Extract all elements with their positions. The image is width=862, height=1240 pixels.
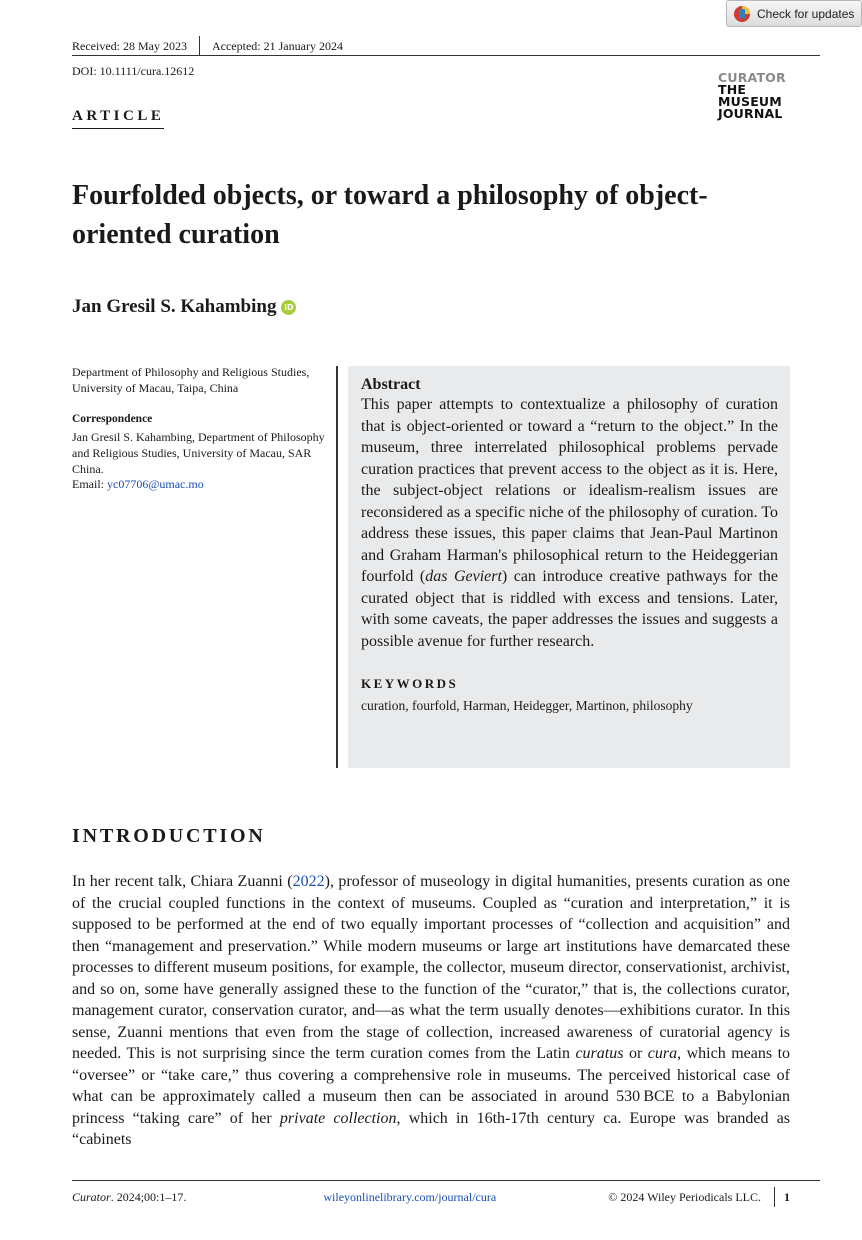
affiliation: Department of Philosophy and Religious Studies, University of Macau, Taipa, China — [72, 365, 310, 395]
keywords-list: curation, fourfold, Harman, Heidegger, Martinon, philosophy — [361, 698, 693, 713]
received-date: Received: 28 May 2023 — [72, 38, 187, 53]
footer-copyright: © 2024 Wiley Periodicals LLC. — [608, 1189, 761, 1204]
header-rule — [72, 55, 820, 56]
accepted-date: Accepted: 21 January 2024 — [211, 38, 343, 53]
keywords-heading: KEYWORDS — [361, 676, 459, 691]
page-number: 1 — [784, 1189, 790, 1204]
body-text-part: or — [623, 1045, 648, 1062]
introduction-heading: INTRODUCTION — [72, 825, 266, 847]
article-title: Fourfolded objects, or toward a philosophy of object-oriented curation — [72, 180, 708, 250]
abstract-text-part: This paper attempts to contextualize a philosophy of curation that is object-oriented or toward a “return to the object.” In the museum, three interrelated philosophical problems pervade curation practices that prevent access to the object as it is. Here, the subject-object relations or idealism-realism issues are reconsidered as a specific niche of the philosophy of curation. To address these issues, this paper claims that Jean-Paul Martinon and Graham Harman's philosophical return to the Heideggerian fourfold ( — [361, 396, 778, 585]
body-text-part: , which means to “oversee” or “take care,” thus covering a comprehensive role in museums. The perceived historical case of what can be approximately called a museum then can be associated in around 530 BCE to a Babylonian princess “taking care” of her — [72, 1045, 791, 1127]
article-type-label: ARTICLE — [72, 108, 164, 129]
correspondence-heading: Correspondence — [72, 413, 153, 425]
check-for-updates-label: Check for updates — [757, 6, 855, 21]
journal-logo — [718, 72, 786, 120]
email-link[interactable]: yc07706@umac.mo — [107, 477, 204, 491]
body-text-part: ), professor of museology in digital humanities, presents curation as one of the crucial coupled functions in the context of museums. Coupled as “curation and interpretation,” it is supposed to be performed at the end of two equally important processes of “collection and acquisition” and then “management and preservation.” While modern museums or large art institutions have demarcated these processes to different museum positions, for example, the collector, museum director, conservationist, archivist, and so on, some have generally assigned these to the function of the “curator,” that is, the collections curator, management curator, conservation curator, and—as what the term usually denotes—exhibitions curator. In this sense, Zuanni mentions that even from the stage of collection, increased awareness of curatorial agency is needed. This is not surprising since the term curation comes from the Latin — [72, 873, 791, 1062]
orcid-icon[interactable]: iD — [281, 300, 296, 315]
email-label: Email: — [72, 477, 104, 491]
author-name: Jan Gresil S. Kahambing — [72, 296, 277, 317]
page-footer — [72, 1187, 790, 1207]
footer-journal-url[interactable]: wileyonlinelibrary.com/journal/cura — [323, 1189, 497, 1204]
footer-journal-name: Curator — [72, 1189, 111, 1204]
abstract-box — [348, 366, 790, 768]
footer-divider — [774, 1187, 775, 1207]
publication-dates — [72, 36, 343, 56]
abstract-text — [361, 394, 778, 652]
doi: DOI: 10.1111/cura.12612 — [72, 64, 195, 78]
abstract-text-part: ) can introduce creative pathways for the curated object that is riddled with excess and tensions. Later, with some caveats, the paper addresses the issues and suggests a possible avenue for further research. — [361, 568, 778, 650]
footer-citation-detail: . 2024;00:1–17. — [110, 1189, 187, 1204]
correspondence-email — [72, 477, 204, 492]
check-for-updates-button[interactable] — [726, 0, 862, 27]
crossmark-icon — [733, 5, 751, 23]
correspondence-text: Jan Gresil S. Kahambing, Department of Philosophy and Religious Studies, University of Macau, SAR China. — [72, 430, 325, 476]
footer-citation — [72, 1190, 186, 1205]
body-italic: curatus — [575, 1045, 624, 1062]
citation-link[interactable]: 2022 — [292, 873, 325, 890]
body-text-part: , which in 16th-17th century ca. Europe was branded as “cabinets — [72, 1109, 791, 1148]
header-divider — [199, 36, 200, 56]
footer-rule — [72, 1180, 820, 1181]
abstract-heading: Abstract — [361, 376, 421, 393]
abstract-divider — [336, 366, 338, 768]
author — [72, 296, 296, 318]
journal-logo-line: JOURNAL — [718, 106, 783, 121]
journal-logo-line: MUSEUM — [718, 94, 782, 109]
body-italic: cura — [647, 1045, 678, 1062]
body-italic: private collection — [279, 1109, 397, 1127]
journal-logo-line: THE — [718, 82, 747, 97]
introduction-paragraph — [72, 871, 790, 1151]
abstract-italic-term: das Geviert — [425, 568, 502, 585]
body-text-part: In her recent talk, Chiara Zuanni ( — [72, 873, 293, 890]
journal-logo-line: CURATOR — [718, 70, 786, 85]
